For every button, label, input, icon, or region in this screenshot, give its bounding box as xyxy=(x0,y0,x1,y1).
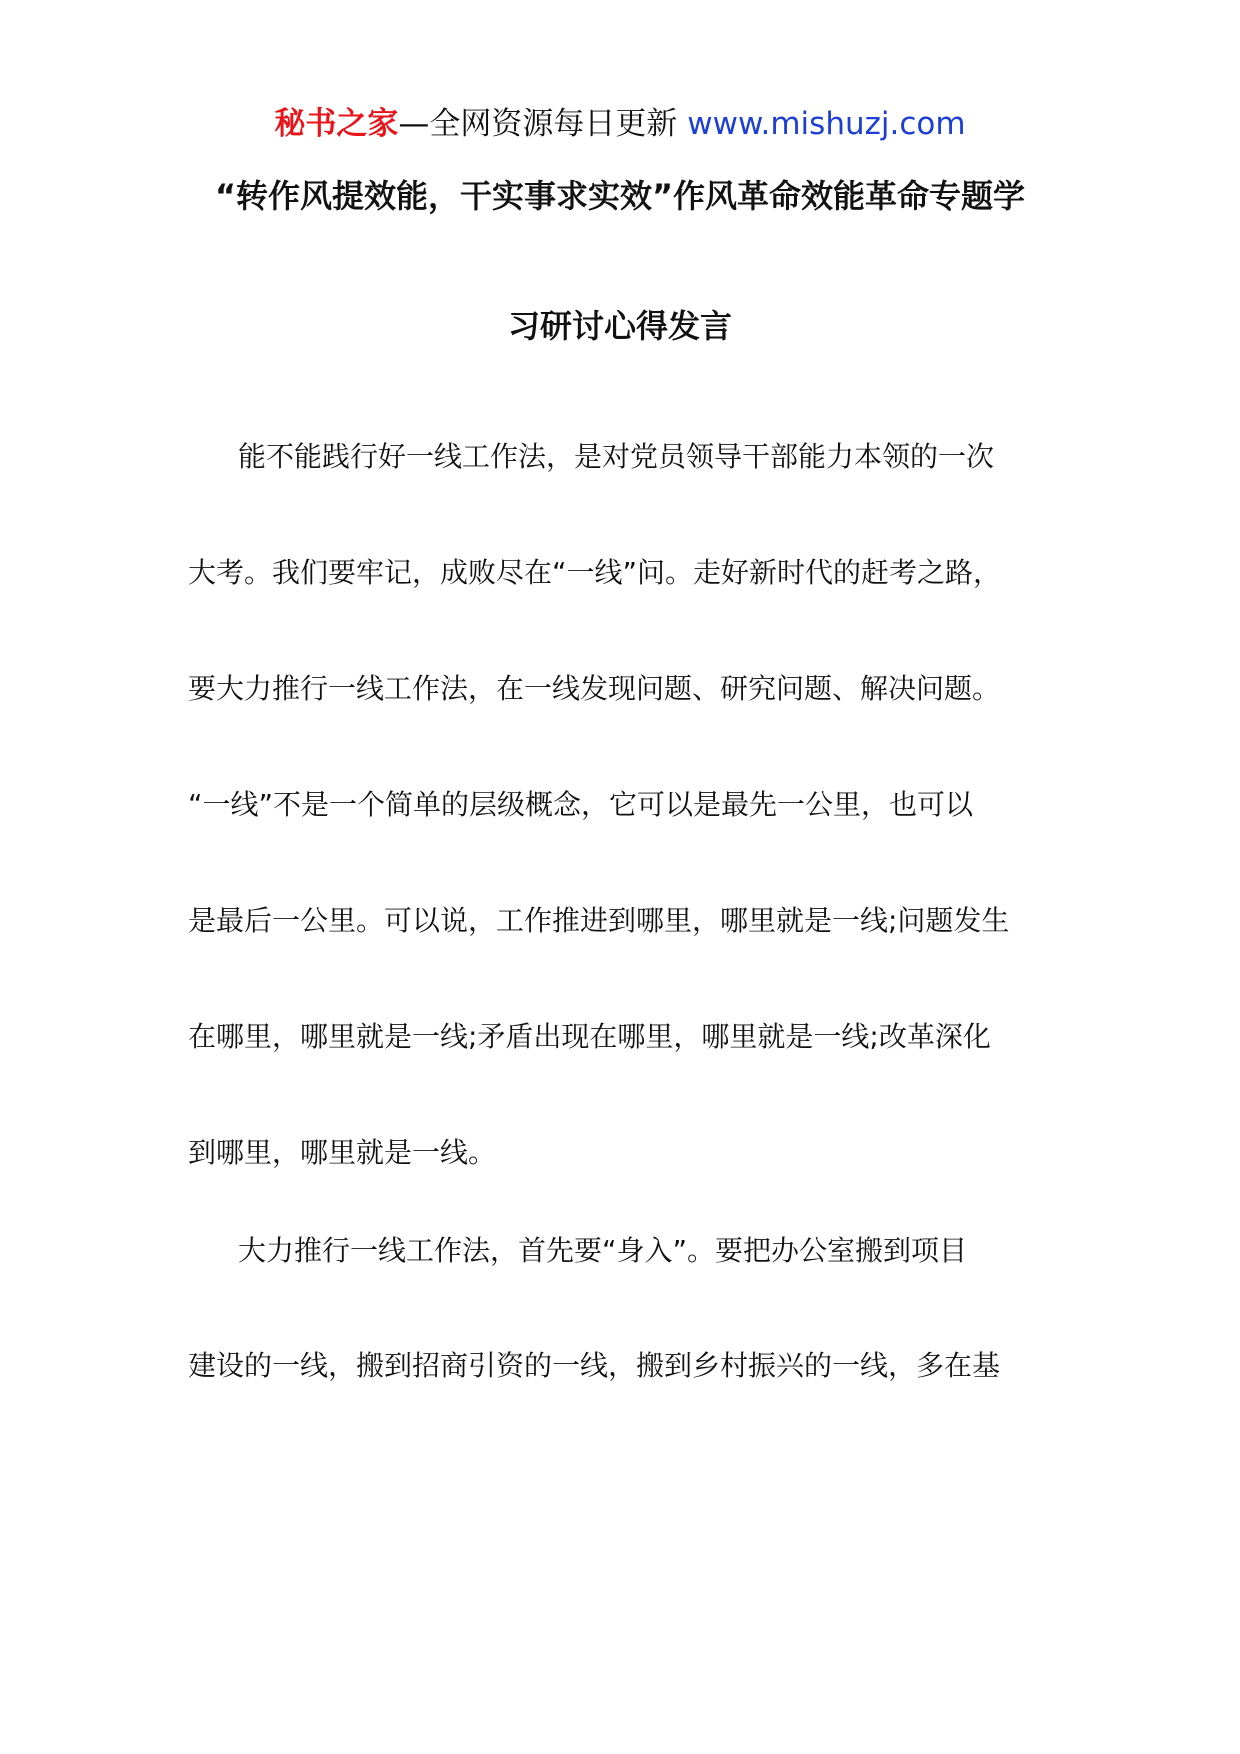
body-line: 在哪里，哪里就是一线;矛盾出现在哪里，哪里就是一线;改革深化 xyxy=(188,1020,991,1053)
body-line: “一线”不是一个简单的层级概念，它可以是最先一公里，也可以 xyxy=(188,788,974,821)
body-line: 建设的一线，搬到招商引资的一线，搬到乡村振兴的一线，多在基 xyxy=(188,1349,1001,1382)
body-line: 大力推行一线工作法，首先要“身入”。要把办公室搬到项目 xyxy=(238,1234,968,1267)
site-url-link[interactable]: www.mishuzj.com xyxy=(687,106,966,142)
body-line: 能不能践行好一线工作法，是对党员领导干部能力本领的一次 xyxy=(238,440,995,473)
header-tagline: —全网资源每日更新 xyxy=(398,106,688,142)
body-line: 是最后一公里。可以说，工作推进到哪里，哪里就是一线;问题发生 xyxy=(188,904,1010,937)
body-line: 要大力推行一线工作法，在一线发现问题、研究问题、解决问题。 xyxy=(188,672,1001,705)
document-title-line-1: “转作风提效能，干实事求实效”作风革命效能革命专题学 xyxy=(214,177,1026,215)
document-title-line-2: 习研讨心得发言 xyxy=(507,307,732,345)
brand-name: 秘书之家 xyxy=(274,106,399,142)
body-line: 大考。我们要牢记，成败尽在“一线”问。走好新时代的赶考之路， xyxy=(188,556,1002,589)
site-header xyxy=(0,102,1240,146)
body-line: 到哪里，哪里就是一线。 xyxy=(188,1136,497,1169)
